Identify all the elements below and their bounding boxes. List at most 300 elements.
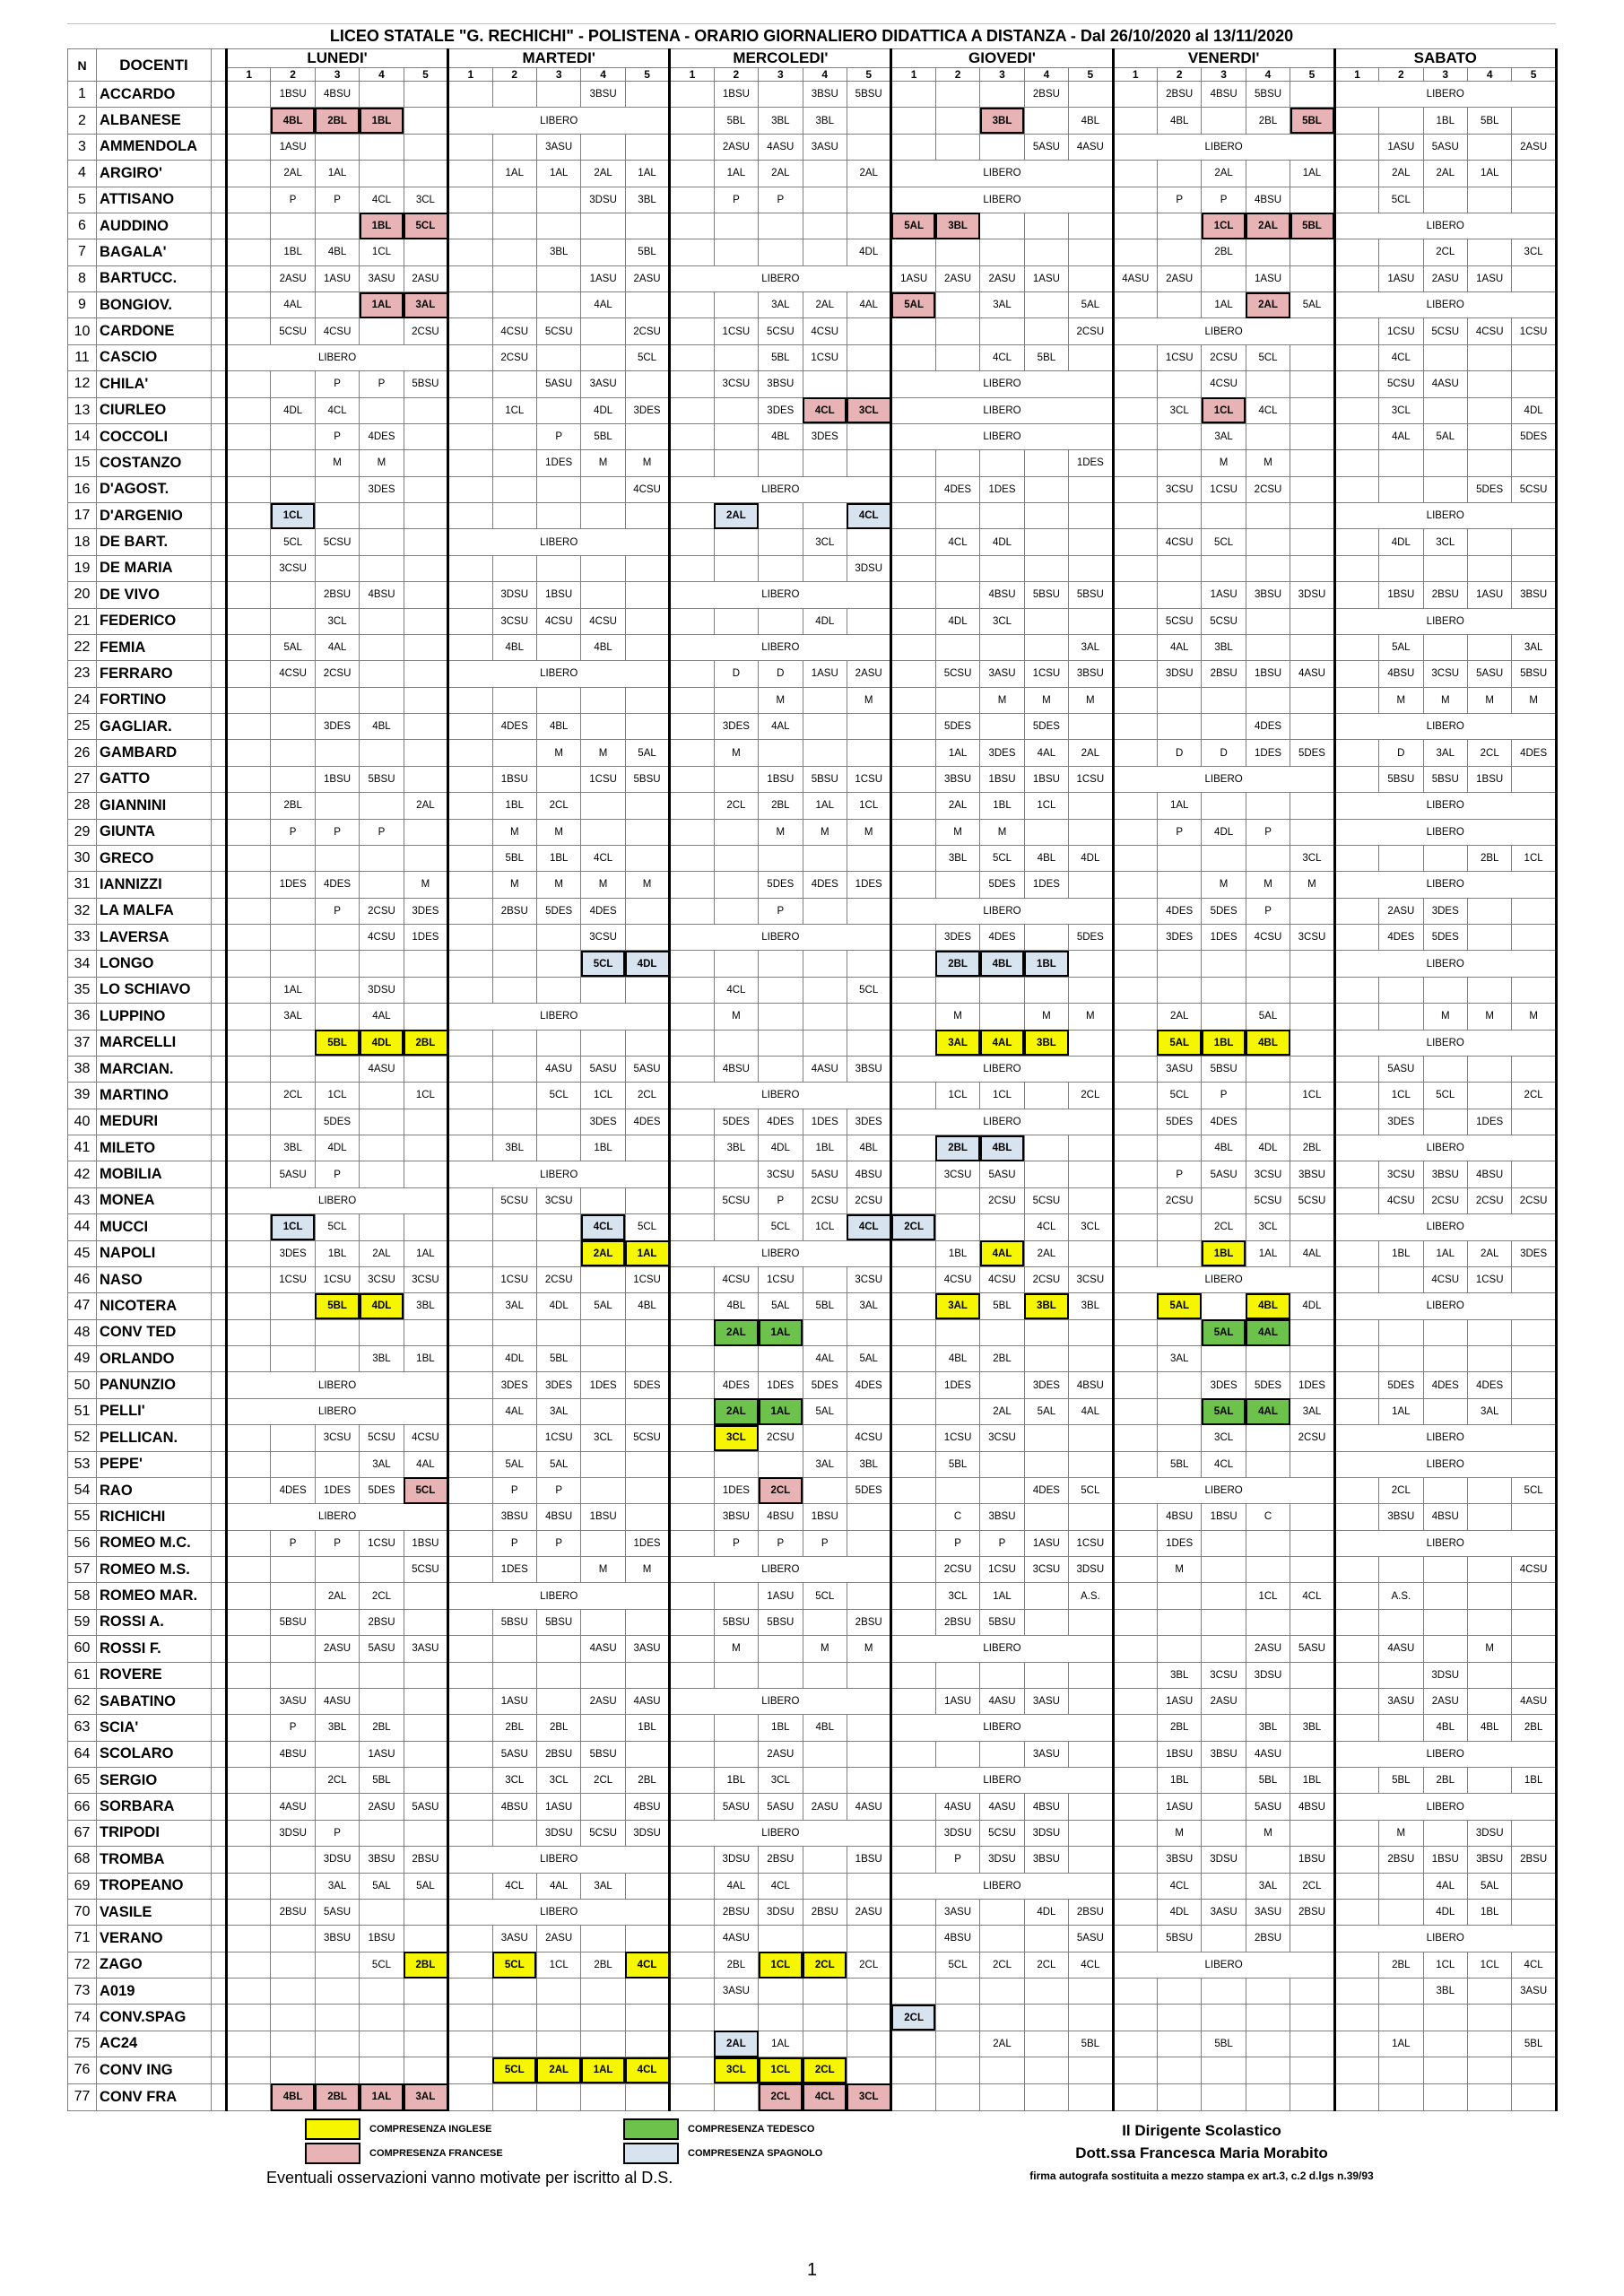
slot-cell [448, 1477, 492, 1503]
slot-cell: 4ASU [714, 1926, 758, 1952]
slot-cell: 4DL [1069, 845, 1113, 871]
slot-cell [847, 1030, 890, 1056]
teacher-name: SABATINO [97, 1688, 212, 1714]
slot-cell [670, 898, 714, 924]
slot-cell [935, 2005, 979, 2031]
slot-cell: 3BSU [492, 1504, 536, 1530]
slot-cell: 4CSU [404, 1425, 447, 1451]
row-number: 5 [68, 187, 97, 213]
row-number: 30 [68, 845, 97, 871]
slot-cell [1334, 977, 1378, 1003]
slot-header: 5 [1512, 68, 1556, 82]
slot-cell [1069, 529, 1113, 555]
teacher-name: A019 [97, 1979, 212, 2005]
slot-cell [1157, 1979, 1201, 2005]
slot-cell: 4AL [759, 714, 803, 740]
row-number: 44 [68, 1214, 97, 1240]
slot-cell: 4CSU [1379, 1187, 1423, 1213]
slot-cell [670, 1979, 714, 2005]
slot-cell [1024, 977, 1068, 1003]
day-free-cell: LIBERO [891, 1715, 1113, 1741]
slot-cell: M [847, 687, 890, 713]
slot-cell: 4DES [803, 872, 847, 898]
slot-cell [448, 1425, 492, 1451]
slot-cell [227, 187, 271, 213]
slot-cell [448, 608, 492, 634]
slot-cell: 3AL [980, 292, 1024, 318]
teacher-name: ACCARDO [97, 82, 212, 108]
slot-header: 1 [670, 68, 714, 82]
slot-cell [1379, 1662, 1423, 1688]
slot-cell [1246, 2005, 1290, 2031]
slot-cell: M [759, 819, 803, 845]
slot-cell [670, 1372, 714, 1398]
teacher-name: D'ARGENIO [97, 503, 212, 529]
slot-cell: M [1024, 1004, 1068, 1030]
day-free-cell: LIBERO [670, 1820, 891, 1846]
slot-cell [1423, 977, 1467, 1003]
slot-cell [891, 1609, 935, 1635]
slot-cell: 5CL [271, 529, 315, 555]
slot-cell [714, 1161, 758, 1187]
slot-cell: 5BL [1467, 108, 1511, 134]
slot-cell [891, 845, 935, 871]
teacher-name: PEPE' [97, 1451, 212, 1477]
slot-cell: 5AL [1069, 292, 1113, 318]
teacher-row [68, 1768, 1557, 1794]
slot-cell [714, 1715, 758, 1741]
teacher-name: TROMBA [97, 1847, 212, 1873]
slot-cell [1069, 82, 1113, 108]
slot-cell: 3BSU [1024, 1847, 1068, 1873]
slot-cell: 5CL [625, 1214, 669, 1240]
slot-cell: 5ASU [714, 1794, 758, 1820]
slot-cell [1512, 1056, 1556, 1082]
slot-cell: 5AL [404, 1873, 447, 1899]
teacher-name: VERANO [97, 1926, 212, 1952]
slot-cell: 3CL [714, 2057, 758, 2083]
slot-cell: 2CL [803, 1952, 847, 1978]
slot-cell [1379, 1715, 1423, 1741]
slot-cell [536, 187, 580, 213]
slot-cell: 2BL [360, 1715, 404, 1741]
row-number: 67 [68, 1820, 97, 1846]
slot-cell: P [1246, 819, 1290, 845]
slot-cell: 1AL [1202, 292, 1246, 318]
slot-cell [1290, 1688, 1334, 1714]
slot-cell: 4CL [581, 1214, 625, 1240]
slot-cell [1290, 951, 1334, 977]
slot-cell [714, 872, 758, 898]
slot-cell: 1BSU [492, 766, 536, 792]
slot-cell: 3BL [847, 1451, 890, 1477]
slot-cell: 5AL [1246, 1004, 1290, 1030]
slot-cell: 2BSU [1024, 82, 1068, 108]
row-number: 47 [68, 1293, 97, 1319]
teacher-name: MARCELLI [97, 1030, 212, 1056]
slot-cell [1024, 318, 1068, 344]
slot-header: 3 [1423, 68, 1467, 82]
teacher-row [68, 1346, 1557, 1372]
slot-cell [670, 134, 714, 160]
slot-cell: 4ASU [1512, 1688, 1556, 1714]
slot-cell [935, 582, 979, 608]
slot-cell: P [1157, 187, 1201, 213]
slot-cell: 1ASU [803, 661, 847, 687]
teacher-row [68, 239, 1557, 265]
slot-cell [1069, 819, 1113, 845]
row-number: 60 [68, 1636, 97, 1662]
slot-cell: 2ASU [980, 265, 1024, 291]
teacher-name: CONV ING [97, 2057, 212, 2083]
gap-cell [212, 951, 227, 977]
slot-cell: 3AL [1467, 1398, 1511, 1424]
slot-cell [759, 951, 803, 977]
slot-cell: 2ASU [847, 661, 890, 687]
slot-cell [536, 1214, 580, 1240]
slot-cell: 4CL [1157, 1873, 1201, 1899]
slot-cell [891, 1030, 935, 1056]
teacher-name: NICOTERA [97, 1293, 212, 1319]
teacher-row [68, 1504, 1557, 1530]
slot-cell: 3BSU [581, 82, 625, 108]
slot-cell [1290, 82, 1334, 108]
slot-cell: 4BL [581, 634, 625, 660]
slot-cell [1512, 529, 1556, 555]
slot-cell [448, 82, 492, 108]
slot-cell [1512, 1346, 1556, 1372]
slot-cell: 3BSU [1290, 1161, 1334, 1187]
slot-cell [227, 1083, 271, 1109]
slot-cell: 5AL [1423, 423, 1467, 449]
slot-cell [803, 951, 847, 977]
slot-cell: 4BSU [1423, 1504, 1467, 1530]
slot-cell [1202, 1794, 1246, 1820]
teacher-row [68, 951, 1557, 977]
slot-cell [1113, 608, 1157, 634]
slot-cell [1379, 555, 1423, 581]
slot-cell [891, 714, 935, 740]
page-number: 1 [806, 2260, 818, 2280]
slot-cell [803, 1425, 847, 1451]
slot-cell: 3DSU [1467, 1820, 1511, 1846]
slot-cell: 5ASU [625, 1056, 669, 1082]
slot-cell [1467, 529, 1511, 555]
slot-cell [315, 687, 359, 713]
teacher-name: SERGIO [97, 1768, 212, 1794]
slot-cell: 3AL [1246, 1873, 1290, 1899]
slot-cell [625, 2083, 669, 2111]
slot-cell: 3DES [315, 714, 359, 740]
slot-cell [227, 1979, 271, 2005]
day-free-cell: LIBERO [670, 265, 891, 291]
slot-cell [1467, 1319, 1511, 1345]
slot-cell: 3AL [1069, 634, 1113, 660]
slot-cell: 2BL [759, 793, 803, 819]
day-free-cell: LIBERO [227, 1398, 448, 1424]
slot-cell [360, 1214, 404, 1240]
slot-cell [714, 292, 758, 318]
slot-cell: 2CSU [1157, 1187, 1201, 1213]
slot-cell [1512, 187, 1556, 213]
slot-cell: M [360, 450, 404, 476]
slot-cell [1246, 793, 1290, 819]
slot-cell: 3CL [847, 397, 890, 423]
slot-cell [1512, 1609, 1556, 1635]
slot-cell: 4ASU [1423, 371, 1467, 397]
slot-cell: 2AL [581, 1240, 625, 1266]
slot-cell [315, 1319, 359, 1345]
slot-cell: 1BL [1024, 951, 1068, 977]
slot-cell [448, 1662, 492, 1688]
slot-cell: 3ASU [492, 1926, 536, 1952]
teacher-row [68, 161, 1557, 187]
slot-cell [891, 977, 935, 1003]
slot-cell: 1CL [404, 1083, 447, 1109]
slot-cell [492, 2005, 536, 2031]
slot-cell [935, 82, 979, 108]
slot-cell: 4DES [980, 925, 1024, 951]
slot-cell [227, 1530, 271, 1556]
slot-cell [670, 1794, 714, 1820]
slot-cell: 2AL [980, 1398, 1024, 1424]
slot-cell: 4DES [1467, 1372, 1511, 1398]
slot-cell [670, 1451, 714, 1477]
slot-cell [271, 2005, 315, 2031]
slot-cell [581, 1266, 625, 1292]
slot-cell: 4CL [803, 2083, 847, 2111]
slot-cell [271, 1319, 315, 1345]
slot-cell [271, 1662, 315, 1688]
slot-cell: 4DES [759, 1109, 803, 1135]
slot-cell [935, 1662, 979, 1688]
slot-cell [803, 1662, 847, 1688]
slot-cell: 1AL [625, 1240, 669, 1266]
slot-cell: 5CL [935, 1952, 979, 1978]
slot-cell [803, 1873, 847, 1899]
slot-cell: 2CL [1379, 1477, 1423, 1503]
slot-cell: 5CSU [935, 661, 979, 687]
slot-cell: 4DL [271, 397, 315, 423]
slot-cell [847, 1530, 890, 1556]
slot-cell: 5AL [1379, 634, 1423, 660]
slot-cell [891, 134, 935, 160]
gap-cell [212, 1109, 227, 1135]
slot-cell: 5BSU [980, 1609, 1024, 1635]
slot-cell [1202, 1926, 1246, 1952]
teacher-row [68, 977, 1557, 1003]
slot-cell: 3CSU [271, 555, 315, 581]
slot-cell [1246, 161, 1290, 187]
slot-cell [227, 1477, 271, 1503]
slot-cell: 4CSU [714, 1266, 758, 1292]
slot-cell: 5ASU [1379, 1056, 1423, 1082]
slot-cell [891, 450, 935, 476]
slot-cell: 1CSU [1512, 318, 1556, 344]
slot-cell [360, 1083, 404, 1109]
slot-cell [1467, 898, 1511, 924]
slot-cell [1423, 1319, 1467, 1345]
slot-cell [1202, 687, 1246, 713]
slot-cell: 2CL [581, 1768, 625, 1794]
slot-cell: 2CSU [492, 344, 536, 370]
slot-cell [1334, 1240, 1378, 1266]
slot-cell [404, 161, 447, 187]
slot-cell: M [980, 819, 1024, 845]
slot-cell: 2BSU [803, 1899, 847, 1925]
slot-cell: 2ASU [1423, 1688, 1467, 1714]
teacher-name: IANNIZZI [97, 872, 212, 898]
slot-cell [1024, 1346, 1068, 1372]
slot-cell: 4CSU [1423, 1266, 1467, 1292]
day-free-cell: LIBERO [1334, 872, 1556, 898]
slot-cell [1334, 1398, 1378, 1424]
slot-cell: 4CL [1290, 1583, 1334, 1609]
day-free-cell: LIBERO [448, 1899, 670, 1925]
slot-cell [448, 397, 492, 423]
slot-cell: 1BSU [1024, 766, 1068, 792]
slot-cell [670, 1319, 714, 1345]
slot-cell [1113, 951, 1157, 977]
slot-cell: 2CSU [1290, 1425, 1334, 1451]
slot-cell [1467, 450, 1511, 476]
legend-item-inglese [305, 2118, 492, 2140]
slot-cell: 3CL [1202, 1425, 1246, 1451]
teacher-row [68, 1030, 1557, 1056]
slot-cell [1113, 1451, 1157, 1477]
slot-cell [1290, 1451, 1334, 1477]
slot-cell [803, 555, 847, 581]
day-free-cell: LIBERO [1334, 1135, 1556, 1161]
gap-cell [212, 1609, 227, 1635]
slot-cell: 3BSU [935, 766, 979, 792]
slot-cell: 1ASU [536, 1794, 580, 1820]
slot-cell: 1BL [315, 1240, 359, 1266]
slot-cell [625, 1979, 669, 2005]
slot-cell: 3ASU [536, 134, 580, 160]
slot-cell [980, 239, 1024, 265]
slot-cell [1157, 1319, 1201, 1345]
slot-cell: P [271, 1530, 315, 1556]
slot-cell: 1DES [625, 1530, 669, 1556]
slot-cell [847, 608, 890, 634]
slot-cell: 2CL [271, 1083, 315, 1109]
slot-cell: 3CSU [1024, 1557, 1068, 1583]
slot-cell: 5CL [1512, 1477, 1556, 1503]
teacher-name: CIURLEO [97, 397, 212, 423]
legend-label-spagnolo: COMPRESENZA SPAGNOLO [688, 2148, 823, 2159]
slot-cell [1069, 2005, 1113, 2031]
slot-cell [360, 872, 404, 898]
teacher-name: LONGO [97, 951, 212, 977]
sign-note: firma autografa sostituita a mezzo stampa ex art.3, c.2 d.lgs n.39/93 [1029, 2170, 1374, 2182]
teacher-name: AUDDINO [97, 213, 212, 239]
slot-cell [891, 687, 935, 713]
slot-cell: P [935, 1530, 979, 1556]
slot-cell [625, 1926, 669, 1952]
slot-cell: 1CSU [492, 1266, 536, 1292]
slot-cell [448, 819, 492, 845]
slot-cell: 3DES [536, 1372, 580, 1398]
slot-cell [1024, 1083, 1068, 1109]
slot-cell: 2BL [1157, 1715, 1201, 1741]
slot-cell [625, 793, 669, 819]
slot-cell [980, 213, 1024, 239]
slot-cell: 3DES [980, 740, 1024, 766]
slot-cell [1113, 1926, 1157, 1952]
slot-cell: 4BL [935, 1346, 979, 1372]
teacher-name: COCCOLI [97, 423, 212, 449]
slot-cell [1157, 951, 1201, 977]
slot-cell [404, 555, 447, 581]
slot-cell: 3BSU [1379, 1504, 1423, 1530]
slot-cell [891, 1240, 935, 1266]
gap-cell [212, 1372, 227, 1398]
day-header: GIOVEDI' [891, 49, 1113, 68]
slot-cell [227, 371, 271, 397]
slot-cell [315, 1609, 359, 1635]
teacher-row [68, 1187, 1557, 1213]
slot-cell [492, 1820, 536, 1846]
slot-cell: 2BL [1290, 1135, 1334, 1161]
slot-cell: 4DL [625, 951, 669, 977]
slot-cell: 2BSU [315, 582, 359, 608]
slot-cell [1467, 1557, 1511, 1583]
row-number: 26 [68, 740, 97, 766]
slot-cell [1246, 1083, 1290, 1109]
day-free-cell: LIBERO [1334, 1451, 1556, 1477]
slot-cell: 4DL [803, 608, 847, 634]
slot-cell [625, 1451, 669, 1477]
slot-cell [803, 2005, 847, 2031]
slot-cell: 5DES [315, 1109, 359, 1135]
slot-cell [404, 397, 447, 423]
slot-cell [1334, 740, 1378, 766]
slot-cell [404, 1161, 447, 1187]
slot-cell [803, 187, 847, 213]
slot-cell [1512, 2005, 1556, 2031]
slot-cell [227, 1794, 271, 1820]
slot-cell [1334, 1266, 1378, 1292]
slot-cell: 3ASU [935, 1899, 979, 1925]
slot-cell [803, 239, 847, 265]
slot-cell: 5DES [536, 898, 580, 924]
slot-cell [1024, 925, 1068, 951]
slot-cell [670, 213, 714, 239]
slot-cell: 5BSU [1069, 582, 1113, 608]
slot-cell: 4BSU [315, 82, 359, 108]
slot-cell [360, 793, 404, 819]
slot-cell [581, 2083, 625, 2111]
slot-cell [492, 1636, 536, 1662]
slot-cell [536, 2031, 580, 2057]
slot-cell [1113, 1715, 1157, 1741]
slot-header: 5 [625, 68, 669, 82]
slot-cell [404, 845, 447, 871]
slot-cell [1467, 925, 1511, 951]
row-number: 23 [68, 661, 97, 687]
slot-cell: 2AL [714, 503, 758, 529]
slot-cell: 5BL [1246, 1768, 1290, 1794]
slot-cell: 1CSU [315, 1266, 359, 1292]
slot-cell [1024, 2083, 1068, 2111]
slot-cell [891, 1187, 935, 1213]
slot-cell [847, 108, 890, 134]
slot-cell: 5BSU [803, 766, 847, 792]
day-free-cell: LIBERO [448, 1847, 670, 1873]
slot-cell [1467, 555, 1511, 581]
slot-cell [227, 476, 271, 502]
